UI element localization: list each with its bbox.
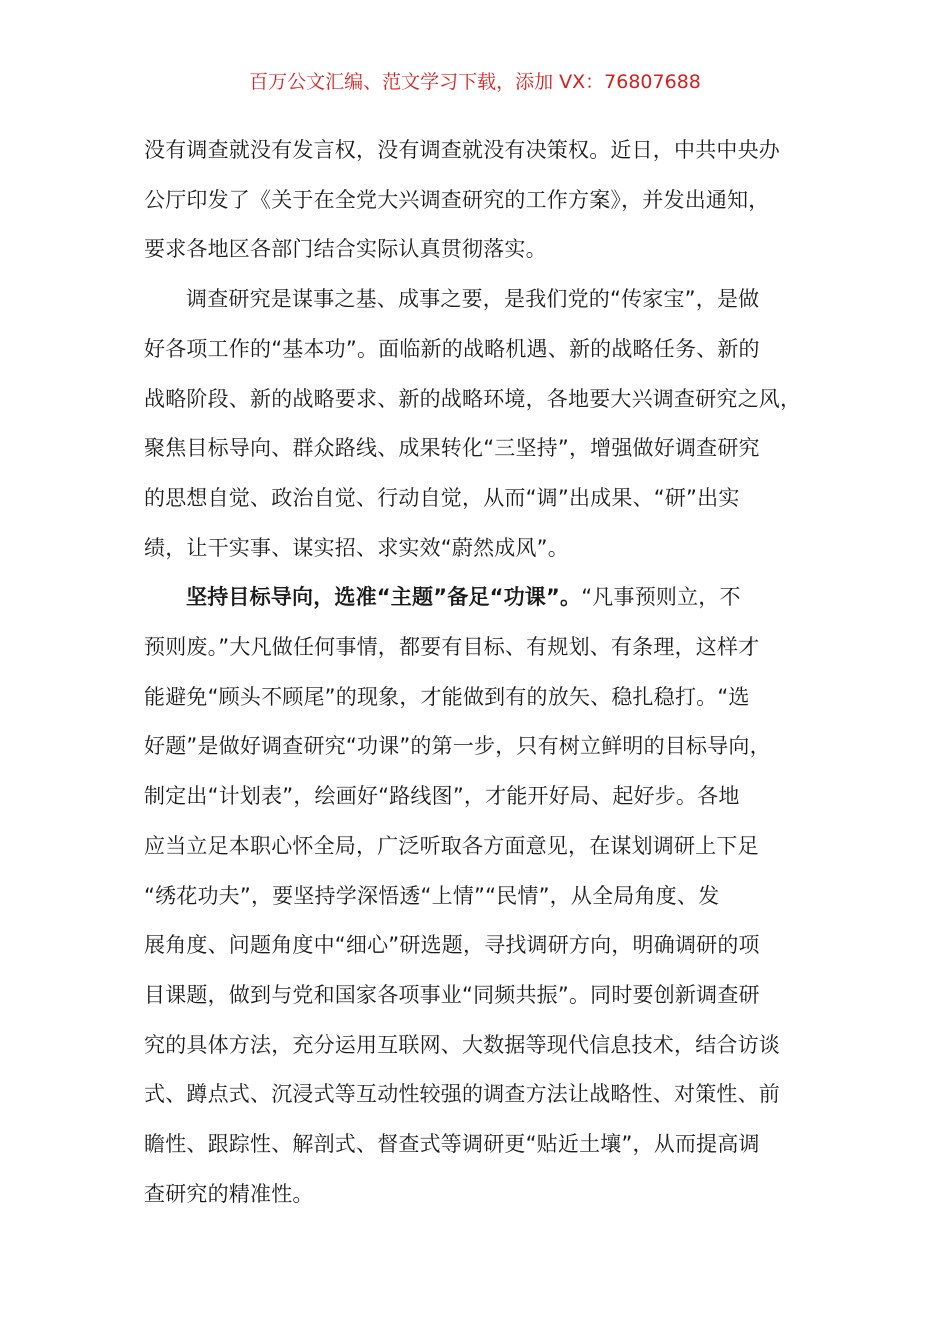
text-line: 目课题，做到与党和国家各项事业“同频共振”。同时要创新调查研	[144, 982, 760, 1007]
text-line: 式、蹲点式、沉浸式等互动性较强的调查方法让战略性、对策性、前	[144, 1082, 780, 1107]
watermark-banner: 百万公文汇编、范文学习下载，添加 VX：76807688	[249, 71, 701, 93]
text-line: 预则废。”大凡做任何事情，都要有目标、有规划、有条理，这样才	[144, 635, 760, 660]
text-line: 要求各地区各部门结合实际认真贯彻落实。	[144, 237, 547, 262]
paragraph-intro	[144, 126, 812, 275]
paragraph-target-orientation	[144, 573, 812, 1219]
text-line: 调查研究是谋事之基、成事之要，是我们党的“传家宝”，是做	[186, 287, 760, 312]
heading-line-rest: “凡事预则立，不	[581, 585, 741, 610]
text-line: 聚焦目标导向、群众路线、成果转化“三坚持”，增强做好调查研究	[144, 436, 760, 461]
text-line: 究的具体方法，充分运用互联网、大数据等现代信息技术，结合访谈	[144, 1032, 780, 1057]
text-line: 战略阶段、新的战略要求、新的战略环境，各地要大兴调查研究之风，	[144, 386, 802, 411]
text-line: 没有调查就没有发言权，没有调查就没有决策权。近日，中共中央办	[144, 138, 780, 162]
text-line: 能避免“顾头不顾尾”的现象，才能做到有的放矢、稳扎稳打。“选	[144, 684, 750, 709]
text-line: 好各项工作的“基本功”。面临新的战略机遇、新的战略任务、新的	[144, 336, 760, 361]
text-line: 公厅印发了《关于在全党大兴调查研究的工作方案》，并发出通知，	[144, 187, 770, 212]
section-heading: 坚持目标导向，选准“主题”备足“功课”。	[186, 585, 582, 610]
text-line: 查研究的精准性。	[144, 1181, 314, 1206]
text-line: 好题”是做好调查研究“功课”的第一步，只有树立鲜明的目标导向，	[144, 734, 771, 759]
text-line: 瞻性、跟踪性、解剖式、督查式等调研更“贴近土壤”，从而提高调	[144, 1132, 760, 1157]
text-line: 绩，让干实事、谋实招、求实效“蔚然成风”。	[144, 535, 569, 560]
text-line: 的思想自觉、政治自觉、行动自觉，从而“调”出成果、“研”出实	[144, 485, 740, 510]
text-line: 制定出“计划表”，绘画好“路线图”，才能开好局、起好步。各地	[144, 784, 740, 809]
text-line	[144, 573, 812, 623]
text-line: “绣花功夫”，要坚持学深悟透“上情”“民情”，从全局角度、发	[144, 883, 720, 908]
paragraph-overview	[144, 275, 812, 573]
text-line: 展角度、问题角度中“细心”研选题，寻找调研方向，明确调研的项	[144, 933, 760, 958]
text-line: 应当立足本职心怀全局，广泛听取各方面意见，在谋划调研上下足	[144, 833, 759, 858]
document-body	[144, 126, 812, 1219]
